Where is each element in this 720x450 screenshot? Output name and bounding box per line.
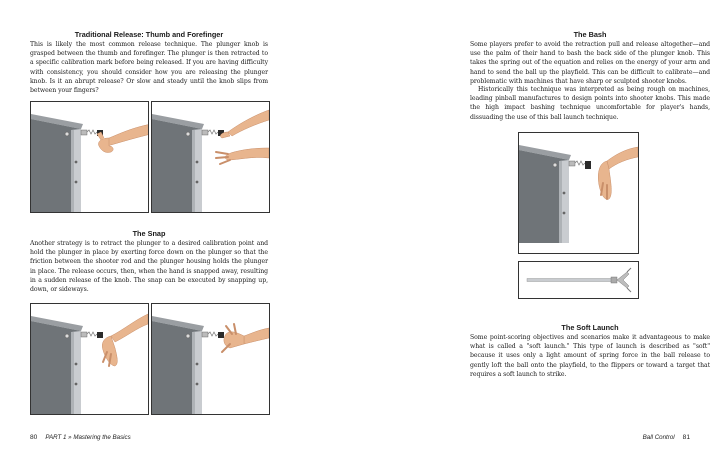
- shooter-rod-illustration: [519, 262, 638, 298]
- figure-snap-release: [151, 303, 270, 415]
- section-heading-the-bash: The Bash: [573, 30, 607, 39]
- pinball-hand-illustration: [152, 102, 269, 212]
- figure-snap-hold: [30, 303, 149, 415]
- section-heading-traditional-release: Traditional Release: Thumb and Forefinger: [74, 30, 224, 39]
- pinball-hand-illustration: [31, 102, 148, 212]
- section-body-the-bash-2: Historically this technique was interpreted as being rough on machines, leading pinball manufactures to design points into shooter knobs. This made the high impact bashing technique uncomfortable for player's hands, dissuading the use of this ball launch technique.: [470, 86, 710, 121]
- pinball-hand-illustration: [519, 133, 638, 253]
- page-number: 80: [30, 434, 38, 441]
- section-heading-the-soft-launch: The Soft Launch: [561, 323, 619, 332]
- right-page: [360, 0, 720, 450]
- page-number: 81: [682, 434, 690, 441]
- running-head: PART 1 » Mastering the Basics: [45, 434, 131, 441]
- page-footer-left: [30, 434, 131, 441]
- page-footer-right: [643, 434, 690, 441]
- figure-thumb-forefinger-pull: [151, 101, 270, 213]
- section-body-traditional-release: This is likely the most common release technique. The plunger knob is grasped between the thumb and forefinger. The plunger is then retracted to a specific calibration mark before being released. If you are having difficulty with consistency, you should consider how you are releasing the plunger knob. Is it an abrupt release? Or slow and steady until the knob slips from between your fingers?: [30, 41, 268, 95]
- figure-pointed-shooter-rod: [518, 261, 639, 299]
- figure-bash: [518, 132, 639, 254]
- figure-thumb-forefinger-grip: [30, 101, 149, 213]
- pinball-hand-illustration: [152, 304, 269, 414]
- section-body-the-snap: Another strategy is to retract the plunger to a desired calibration point and hold the plunger in place by exerting force down on the plunger so that the friction between the shooter rod and the plunger housing holds the plunger in place. The release occurs, then, when the hand is snapped away, resulting in a sudden release of the knob. The snap can be executed by snapping up, down, or sideways.: [30, 240, 268, 294]
- running-head: Ball Control: [642, 434, 675, 441]
- section-body-the-soft-launch: Some point-scoring objectives and scenarios make it advantageous to make what is called a "soft launch." This type of launch is described as "soft" because it uses only a light amount of spring force in the ball release to gently loft the ball onto the playfield, to the flippers or toward a target that requires a soft launch to strike.: [470, 334, 710, 378]
- pinball-hand-illustration: [31, 304, 148, 414]
- section-heading-the-snap: The Snap: [132, 229, 166, 238]
- section-body-the-bash: Some players prefer to avoid the retraction pull and release altogether—and use the palm of their hand to bash the back side of the plunger knob. This takes the spring out of the equation and relies on the energy of your arm and hand to send the ball up the playfield. This can be difficult to calibrate—and problematic with machines that have sharp or sculpted shooter knobs.: [470, 41, 710, 85]
